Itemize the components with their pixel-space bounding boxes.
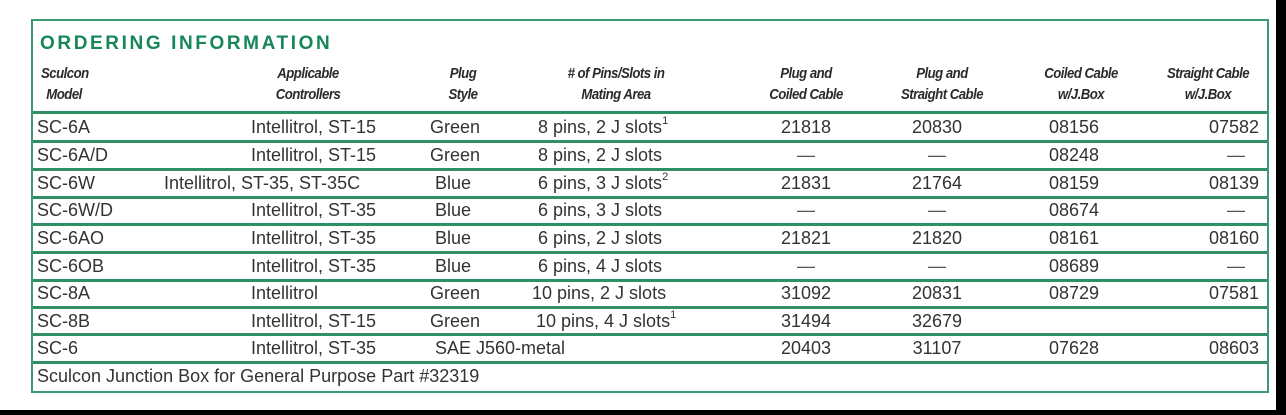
cell-plug-coiled: — bbox=[797, 200, 815, 220]
cell-plug-style: Blue bbox=[435, 200, 472, 220]
cell-pins bbox=[538, 170, 668, 197]
footnote-marker: 2 bbox=[662, 171, 669, 183]
footnote-marker: 1 bbox=[670, 309, 677, 321]
header-plug-straight-line2: Straight Cable bbox=[900, 86, 984, 103]
cell-pins: 8 pins, 2 J slots bbox=[538, 145, 663, 165]
table-row-sc-8b bbox=[33, 308, 1267, 335]
cell-plug-straight: — bbox=[928, 200, 946, 220]
header-plug-coiled bbox=[753, 63, 859, 111]
header-plug-straight-line1: Plug and bbox=[916, 65, 968, 82]
cell-plug-style: Blue bbox=[435, 256, 472, 276]
header-pins-slots bbox=[541, 63, 691, 111]
cell-coiled-jbox: 08689 bbox=[1048, 256, 1100, 276]
cell-plug-style: Green bbox=[430, 283, 481, 303]
cell-straight-jbox: — bbox=[1227, 256, 1245, 276]
cell-plug-coiled: 31494 bbox=[780, 311, 832, 331]
header-pins-line2: Mating Area bbox=[581, 86, 651, 103]
cell-pins: 6 pins, 3 J slots bbox=[538, 200, 663, 220]
header-controllers-line1: Applicable bbox=[277, 65, 339, 82]
ordering-information-table bbox=[31, 19, 1269, 393]
table-row-sc-8a bbox=[33, 280, 1267, 307]
cell-model: SC-6A/D bbox=[37, 145, 109, 165]
cell-straight-jbox: 08160 bbox=[1208, 228, 1259, 248]
table-title: ORDERING INFORMATION bbox=[40, 33, 333, 54]
table-row-sc-6w bbox=[33, 170, 1267, 197]
pins-text: 10 pins, 4 J slots bbox=[536, 311, 671, 331]
cell-plug-coiled: 21818 bbox=[780, 117, 832, 137]
header-plug-style-line2: Style bbox=[448, 86, 478, 103]
cell-plug-coiled: — bbox=[797, 145, 815, 165]
cell-controllers: Intellitrol, ST-15 bbox=[251, 117, 377, 137]
header-plug-style-line1: Plug bbox=[449, 65, 477, 82]
header-straight-jbox-line2: w/J.Box bbox=[1184, 86, 1232, 103]
cell-model: SC-8A bbox=[37, 283, 91, 303]
cell-coiled-jbox: 08674 bbox=[1048, 200, 1100, 220]
cell-controllers: Intellitrol, ST-35 bbox=[251, 200, 377, 220]
header-model-line2: Model bbox=[46, 86, 82, 103]
cell-straight-jbox: — bbox=[1227, 200, 1245, 220]
footnote-marker: 1 bbox=[662, 115, 669, 127]
cell-plug-style: Green bbox=[430, 311, 481, 331]
pins-text: 6 pins, 3 J slots bbox=[538, 173, 663, 193]
cell-plug-straight: 21764 bbox=[911, 173, 963, 193]
cell-plug-style: Green bbox=[430, 117, 481, 137]
header-plug-style bbox=[432, 63, 494, 111]
header-controllers-line2: Controllers bbox=[275, 86, 341, 103]
header-coiled-jbox-line1: Coiled Cable bbox=[1044, 65, 1118, 82]
cell-model: SC-6 bbox=[37, 338, 79, 358]
cell-coiled-jbox: 08248 bbox=[1048, 145, 1100, 165]
cell-coiled-jbox: 08156 bbox=[1048, 117, 1100, 137]
header-model-line1: Sculcon bbox=[41, 65, 89, 82]
image-edge-right bbox=[1276, 0, 1286, 415]
header-plug-coiled-line2: Coiled Cable bbox=[769, 86, 843, 103]
header-straight-jbox-line1: Straight Cable bbox=[1166, 65, 1250, 82]
cell-straight-jbox: 08603 bbox=[1208, 338, 1259, 358]
cell-coiled-jbox: 07628 bbox=[1048, 338, 1100, 358]
cell-coiled-jbox: 08161 bbox=[1048, 228, 1100, 248]
header-straight-jbox bbox=[1151, 63, 1265, 111]
cell-pins: 6 pins, 2 J slots bbox=[538, 228, 663, 248]
cell-model: SC-6W bbox=[37, 173, 95, 193]
cell-plug-style: Blue bbox=[435, 173, 472, 193]
cell-controllers: Intellitrol, ST-15 bbox=[251, 145, 377, 165]
header-coiled-jbox bbox=[1028, 63, 1134, 111]
cell-plug-coiled: 21831 bbox=[780, 173, 832, 193]
cell-plug-straight: — bbox=[928, 256, 946, 276]
cell-controllers: Intellitrol bbox=[251, 283, 319, 303]
cell-plug-straight: 20830 bbox=[911, 117, 963, 137]
cell-plug-coiled: 31092 bbox=[780, 283, 832, 303]
cell-model: SC-6W/D bbox=[37, 200, 113, 220]
header-plug-straight bbox=[885, 63, 999, 111]
table-row-junction-box bbox=[33, 363, 1267, 390]
cell-pins bbox=[536, 308, 676, 335]
cell-coiled-jbox: 08159 bbox=[1048, 173, 1100, 193]
header-model bbox=[41, 63, 89, 111]
cell-pins bbox=[538, 114, 668, 141]
table-row-sc-6a bbox=[33, 114, 1267, 141]
table-row-sc-6a-d bbox=[33, 142, 1267, 169]
header-pins-line1: # of Pins/Slots in bbox=[567, 65, 665, 82]
table-row-sc-6 bbox=[33, 335, 1267, 362]
cell-coiled-jbox: 08729 bbox=[1048, 283, 1100, 303]
junction-box-note: Sculcon Junction Box for General Purpose Part #32319 bbox=[37, 366, 480, 386]
header-controllers bbox=[260, 63, 357, 111]
cell-controllers: Intellitrol, ST-15 bbox=[251, 311, 377, 331]
cell-plug-coiled: — bbox=[797, 256, 815, 276]
cell-straight-jbox: 07582 bbox=[1208, 117, 1259, 137]
cell-plug-straight: — bbox=[928, 145, 946, 165]
cell-plug-style: SAE J560-metal bbox=[435, 338, 566, 358]
table-row-sc-6ao bbox=[33, 225, 1267, 252]
cell-straight-jbox: 07581 bbox=[1208, 283, 1259, 303]
cell-plug-straight: 21820 bbox=[911, 228, 963, 248]
cell-plug-straight: 20831 bbox=[911, 283, 963, 303]
image-edge-bottom bbox=[0, 410, 1286, 415]
cell-controllers: Intellitrol, ST-35, ST-35C bbox=[164, 173, 361, 193]
cell-plug-style: Green bbox=[430, 145, 481, 165]
cell-plug-coiled: 20403 bbox=[780, 338, 832, 358]
cell-controllers: Intellitrol, ST-35 bbox=[251, 256, 377, 276]
cell-model: SC-6AO bbox=[37, 228, 105, 248]
cell-plug-straight: 32679 bbox=[911, 311, 963, 331]
cell-straight-jbox: — bbox=[1227, 145, 1245, 165]
table-row-sc-6ob bbox=[33, 253, 1267, 280]
table-row-sc-6w-d bbox=[33, 197, 1267, 224]
cell-straight-jbox: 08139 bbox=[1208, 173, 1259, 193]
cell-pins: 10 pins, 2 J slots bbox=[532, 283, 667, 303]
cell-model: SC-8B bbox=[37, 311, 91, 331]
cell-model: SC-6A bbox=[37, 117, 91, 137]
cell-controllers: Intellitrol, ST-35 bbox=[251, 338, 377, 358]
cell-plug-coiled: 21821 bbox=[780, 228, 832, 248]
cell-plug-straight: 31107 bbox=[912, 338, 962, 358]
header-coiled-jbox-line2: w/J.Box bbox=[1057, 86, 1105, 103]
cell-plug-style: Blue bbox=[435, 228, 472, 248]
pins-text: 8 pins, 2 J slots bbox=[538, 117, 663, 137]
cell-controllers: Intellitrol, ST-35 bbox=[251, 228, 377, 248]
header-plug-coiled-line1: Plug and bbox=[780, 65, 832, 82]
cell-model: SC-6OB bbox=[37, 256, 105, 276]
cell-pins: 6 pins, 4 J slots bbox=[538, 256, 663, 276]
